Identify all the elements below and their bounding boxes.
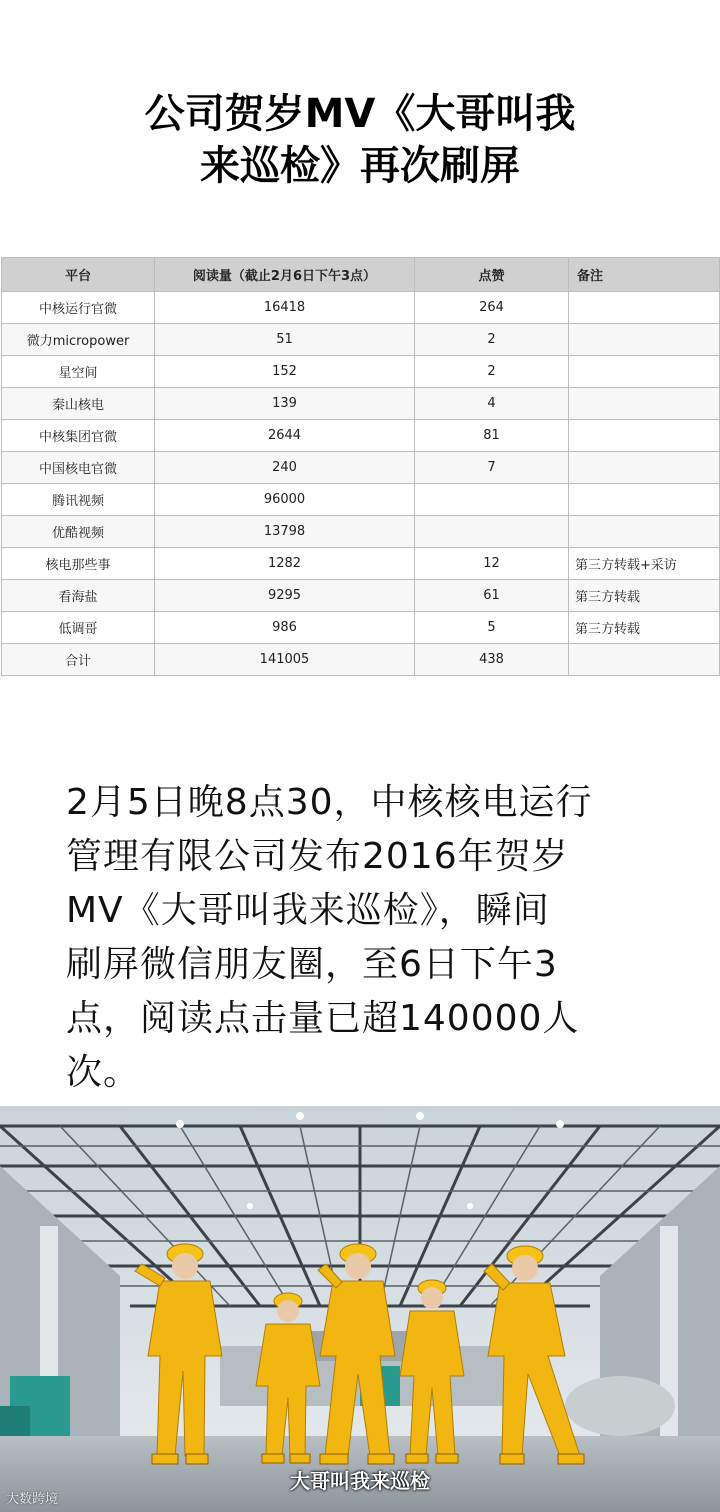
cell-notes: 第三方转载 bbox=[569, 580, 720, 612]
mv-still-photo bbox=[0, 1106, 720, 1512]
table-row bbox=[2, 516, 720, 548]
cell-reads: 2644 bbox=[155, 420, 415, 452]
cell-reads: 9295 bbox=[155, 580, 415, 612]
paragraph-line: MV《大哥叫我来巡检》，瞬间 bbox=[66, 890, 550, 931]
cell-reads: 1282 bbox=[155, 548, 415, 580]
cell-platform: 优酷视频 bbox=[2, 516, 155, 548]
paragraph-line: 次。 bbox=[66, 1052, 141, 1093]
header-reads: 阅读量（截止2月6日下午3点） bbox=[155, 258, 415, 292]
cell-likes: 2 bbox=[415, 324, 569, 356]
cell-likes: 4 bbox=[415, 388, 569, 420]
cell-likes: 264 bbox=[415, 292, 569, 324]
header-platform: 平台 bbox=[2, 258, 155, 292]
cell-platform: 低调哥 bbox=[2, 612, 155, 644]
cell-platform: 微力micropower bbox=[2, 324, 155, 356]
cell-reads: 16418 bbox=[155, 292, 415, 324]
paragraph-line: 2月5日晚8点30，中核核电运行 bbox=[66, 782, 593, 823]
cell-likes: 61 bbox=[415, 580, 569, 612]
cell-reads: 986 bbox=[155, 612, 415, 644]
cell-reads: 141005 bbox=[155, 644, 415, 676]
factory-scene-illustration bbox=[0, 1106, 720, 1512]
cell-likes: 438 bbox=[415, 644, 569, 676]
paragraph-line: 刷屏微信朋友圈，至6日下午3 bbox=[66, 944, 558, 985]
cell-notes bbox=[569, 644, 720, 676]
cell-platform: 中核集团官微 bbox=[2, 420, 155, 452]
table-row bbox=[2, 484, 720, 516]
watermark-text: 大数跨境 bbox=[6, 1492, 59, 1507]
table-row bbox=[2, 324, 720, 356]
video-caption: 大哥叫我来巡检 bbox=[290, 1469, 430, 1493]
cell-platform: 核电那些事 bbox=[2, 548, 155, 580]
cell-reads: 139 bbox=[155, 388, 415, 420]
cell-likes: 5 bbox=[415, 612, 569, 644]
cell-notes bbox=[569, 516, 720, 548]
cell-likes bbox=[415, 484, 569, 516]
cell-platform: 中核运行官微 bbox=[2, 292, 155, 324]
cell-notes: 第三方转载 bbox=[569, 612, 720, 644]
table-row bbox=[2, 452, 720, 484]
cell-reads: 152 bbox=[155, 356, 415, 388]
cell-notes bbox=[569, 420, 720, 452]
readership-table bbox=[1, 257, 720, 676]
cell-notes bbox=[569, 388, 720, 420]
table-row bbox=[2, 388, 720, 420]
cell-notes: 第三方转载+采访 bbox=[569, 548, 720, 580]
table-row bbox=[2, 612, 720, 644]
cell-reads: 51 bbox=[155, 324, 415, 356]
cell-platform: 合计 bbox=[2, 644, 155, 676]
cell-platform: 中国核电官微 bbox=[2, 452, 155, 484]
table-row bbox=[2, 356, 720, 388]
table-total-row bbox=[2, 644, 720, 676]
table-row bbox=[2, 548, 720, 580]
cell-likes: 2 bbox=[415, 356, 569, 388]
paragraph-line: 点，阅读点击量已超140000人 bbox=[66, 998, 580, 1039]
title-line-1: 公司贺岁MV《大哥叫我 bbox=[144, 91, 576, 137]
table-row bbox=[2, 420, 720, 452]
table-header-row bbox=[2, 258, 720, 292]
cell-notes bbox=[569, 292, 720, 324]
cell-notes bbox=[569, 452, 720, 484]
cell-platform: 星空间 bbox=[2, 356, 155, 388]
cell-notes bbox=[569, 324, 720, 356]
cell-platform: 看海盐 bbox=[2, 580, 155, 612]
cell-likes: 7 bbox=[415, 452, 569, 484]
title-line-2: 来巡检》再次刷屏 bbox=[200, 143, 520, 189]
cell-likes: 12 bbox=[415, 548, 569, 580]
cell-reads: 13798 bbox=[155, 516, 415, 548]
cell-likes: 81 bbox=[415, 420, 569, 452]
cell-notes bbox=[569, 356, 720, 388]
cell-reads: 96000 bbox=[155, 484, 415, 516]
cell-notes bbox=[569, 484, 720, 516]
cell-reads: 240 bbox=[155, 452, 415, 484]
page-title bbox=[0, 88, 720, 192]
cell-platform: 腾讯视频 bbox=[2, 484, 155, 516]
table-row bbox=[2, 292, 720, 324]
paragraph-line: 管理有限公司发布2016年贺岁 bbox=[66, 836, 569, 877]
body-paragraph bbox=[66, 776, 666, 1100]
table-row bbox=[2, 580, 720, 612]
header-likes: 点赞 bbox=[415, 258, 569, 292]
cell-platform: 秦山核电 bbox=[2, 388, 155, 420]
cell-likes bbox=[415, 516, 569, 548]
header-notes: 备注 bbox=[569, 258, 720, 292]
